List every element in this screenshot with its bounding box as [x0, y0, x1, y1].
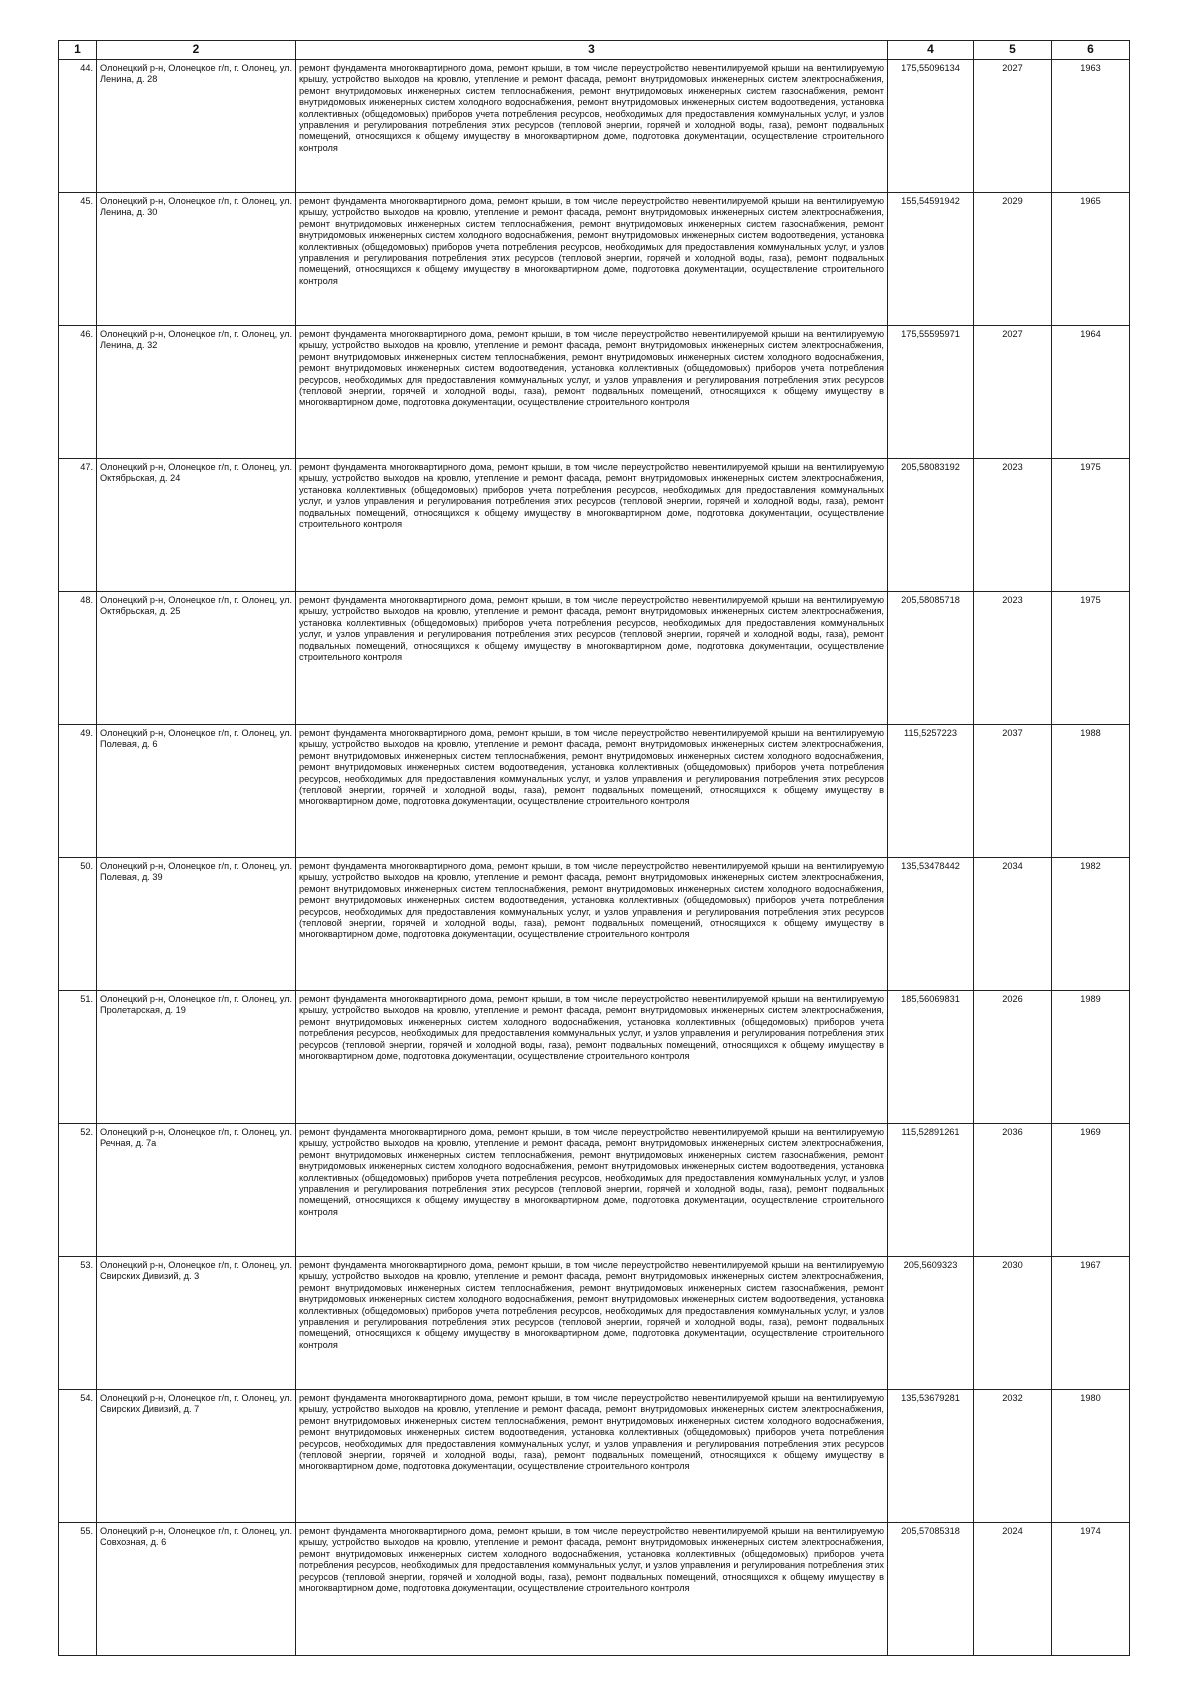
house-address: Олонецкий р-н, Олонецкое г/п, г. Олонец, ул. Полевая, д. 6 [97, 725, 296, 858]
house-address: Олонецкий р-н, Олонецкое г/п, г. Олонец, ул. Октябрьская, д. 24 [97, 459, 296, 592]
repair-works: ремонт фундамента многоквартирного дома, ремонт крыши, в том числе переустройство невентилируемой крыши на вентилируемую крышу, устройство выходов на кровлю, утепление и ремонт фасада, ремонт внутридомовых инженерных систем электроснабжения, ремонт внутридомовых инженерных систем теплоснабжения, ремонт внутридомовых инженерных систем холодного водоснабжения, ремонт внутридомовых инженерных систем водоотведения, установка коллективных (общедомовых) приборов учета потребления ресурсов, необходимых для предоставления коммунальных услуг, и узлов управления и регулирования потребления этих ресурсов (тепловой энергии, горячей и холодной воды, газа), ремонт подвальных помещений, относящихся к общему имуществу в многоквартирном доме, подготовка документации, осуществление строительного контроля [296, 1390, 888, 1523]
repair-cost: 115,5257223 [888, 725, 974, 858]
table-row [59, 1124, 1130, 1257]
row-number: 55. [59, 1523, 97, 1656]
column-header-4: 4 [888, 41, 974, 60]
year-built: 1988 [1052, 725, 1130, 858]
row-number: 48. [59, 592, 97, 725]
table-row [59, 1523, 1130, 1656]
row-number: 54. [59, 1390, 97, 1523]
year-built: 1989 [1052, 991, 1130, 1124]
year-built: 1982 [1052, 858, 1130, 991]
repair-works: ремонт фундамента многоквартирного дома, ремонт крыши, в том числе переустройство невентилируемой крыши на вентилируемую крышу, устройство выходов на кровлю, утепление и ремонт фасада, ремонт внутридомовых инженерных систем электроснабжения, установка коллективных (общедомовых) приборов учета потребления ресурсов, необходимых для предоставления коммунальных услуг, и узлов управления и регулирования потребления этих ресурсов (тепловой энергии, горячей и холодной воды, газа), ремонт подвальных помещений, относящихся к общему имуществу в многоквартирном доме, подготовка документации, осуществление строительного контроля [296, 459, 888, 592]
repair-works: ремонт фундамента многоквартирного дома, ремонт крыши, в том числе переустройство невентилируемой крыши на вентилируемую крышу, устройство выходов на кровлю, утепление и ремонт фасада, ремонт внутридомовых инженерных систем электроснабжения, ремонт внутридомовых инженерных систем теплоснабжения, ремонт внутридомовых инженерных систем холодного водоснабжения, ремонт внутридомовых инженерных систем водоотведения, установка коллективных (общедомовых) приборов учета потребления ресурсов, необходимых для предоставления коммунальных услуг, и узлов управления и регулирования потребления этих ресурсов (тепловой энергии, горячей и холодной воды, газа), ремонт подвальных помещений, относящихся к общему имуществу в многоквартирном доме, подготовка документации, осуществление строительного контроля [296, 858, 888, 991]
house-address: Олонецкий р-н, Олонецкое г/п, г. Олонец, ул. Свирских Дивизий, д. 7 [97, 1390, 296, 1523]
column-header-1: 1 [59, 41, 97, 60]
header-row [59, 41, 1130, 60]
repair-cost: 135,53478442 [888, 858, 974, 991]
table-row [59, 1390, 1130, 1523]
table-row [59, 459, 1130, 592]
row-number: 51. [59, 991, 97, 1124]
planned-year: 2023 [974, 592, 1052, 725]
house-address: Олонецкий р-н, Олонецкое г/п, г. Олонец, ул. Ленина, д. 30 [97, 193, 296, 326]
row-number: 45. [59, 193, 97, 326]
table-row [59, 858, 1130, 991]
planned-year: 2027 [974, 60, 1052, 193]
planned-year: 2023 [974, 459, 1052, 592]
repair-cost: 205,58083192 [888, 459, 974, 592]
repair-works: ремонт фундамента многоквартирного дома, ремонт крыши, в том числе переустройство невентилируемой крыши на вентилируемую крышу, устройство выходов на кровлю, утепление и ремонт фасада, ремонт внутридомовых инженерных систем электроснабжения, ремонт внутридомовых инженерных систем теплоснабжения, ремонт внутридомовых инженерных систем холодного водоснабжения, ремонт внутридомовых инженерных систем водоотведения, установка коллективных (общедомовых) приборов учета потребления ресурсов, необходимых для предоставления коммунальных услуг, и узлов управления и регулирования потребления этих ресурсов (тепловой энергии, горячей и холодной воды, газа), ремонт подвальных помещений, относящихся к общему имуществу в многоквартирном доме, подготовка документации, осуществление строительного контроля [296, 725, 888, 858]
planned-year: 2026 [974, 991, 1052, 1124]
row-number: 53. [59, 1257, 97, 1390]
row-number: 44. [59, 60, 97, 193]
house-address: Олонецкий р-н, Олонецкое г/п, г. Олонец, ул. Ленина, д. 32 [97, 326, 296, 459]
house-address: Олонецкий р-н, Олонецкое г/п, г. Олонец, ул. Пролетарская, д. 19 [97, 991, 296, 1124]
repair-cost: 205,57085318 [888, 1523, 974, 1656]
column-header-2: 2 [97, 41, 296, 60]
repair-cost: 155,54591942 [888, 193, 974, 326]
house-address: Олонецкий р-н, Олонецкое г/п, г. Олонец, ул. Полевая, д. 39 [97, 858, 296, 991]
repair-works: ремонт фундамента многоквартирного дома, ремонт крыши, в том числе переустройство невентилируемой крыши на вентилируемую крышу, устройство выходов на кровлю, утепление и ремонт фасада, ремонт внутридомовых инженерных систем электроснабжения, ремонт внутридомовых инженерных систем теплоснабжения, ремонт внутридомовых инженерных систем газоснабжения, ремонт внутридомовых инженерных систем холодного водоснабжения, ремонт внутридомовых инженерных систем водоотведения, установка коллективных (общедомовых) приборов учета потребления ресурсов, необходимых для предоставления коммунальных услуг, и узлов управления и регулирования потребления этих ресурсов (тепловой энергии, горячей и холодной воды, газа), ремонт подвальных помещений, относящихся к общему имуществу в многоквартирном доме, подготовка документации, осуществление строительного контроля [296, 1257, 888, 1390]
planned-year: 2029 [974, 193, 1052, 326]
year-built: 1965 [1052, 193, 1130, 326]
repair-program-table [58, 40, 1130, 1656]
house-address: Олонецкий р-н, Олонецкое г/п, г. Олонец, ул. Ленина, д. 28 [97, 60, 296, 193]
repair-works: ремонт фундамента многоквартирного дома, ремонт крыши, в том числе переустройство невентилируемой крыши на вентилируемую крышу, устройство выходов на кровлю, утепление и ремонт фасада, ремонт внутридомовых инженерных систем электроснабжения, установка коллективных (общедомовых) приборов учета потребления ресурсов, необходимых для предоставления коммунальных услуг, и узлов управления и регулирования потребления этих ресурсов (тепловой энергии, горячей и холодной воды, газа), ремонт подвальных помещений, относящихся к общему имуществу в многоквартирном доме, подготовка документации, осуществление строительного контроля [296, 592, 888, 725]
house-address: Олонецкий р-н, Олонецкое г/п, г. Олонец, ул. Речная, д. 7а [97, 1124, 296, 1257]
year-built: 1969 [1052, 1124, 1130, 1257]
house-address: Олонецкий р-н, Олонецкое г/п, г. Олонец, ул. Совхозная, д. 6 [97, 1523, 296, 1656]
repair-cost: 175,55595971 [888, 326, 974, 459]
year-built: 1974 [1052, 1523, 1130, 1656]
table-row [59, 60, 1130, 193]
repair-works: ремонт фундамента многоквартирного дома, ремонт крыши, в том числе переустройство невентилируемой крыши на вентилируемую крышу, устройство выходов на кровлю, утепление и ремонт фасада, ремонт внутридомовых инженерных систем электроснабжения, ремонт внутридомовых инженерных систем теплоснабжения, ремонт внутридомовых инженерных систем газоснабжения, ремонт внутридомовых инженерных систем холодного водоснабжения, ремонт внутридомовых инженерных систем водоотведения, установка коллективных (общедомовых) приборов учета потребления ресурсов, необходимых для предоставления коммунальных услуг, и узлов управления и регулирования потребления этих ресурсов (тепловой энергии, горячей и холодной воды, газа), ремонт подвальных помещений, относящихся к общему имуществу в многоквартирном доме, подготовка документации, осуществление строительного контроля [296, 193, 888, 326]
year-built: 1964 [1052, 326, 1130, 459]
repair-works: ремонт фундамента многоквартирного дома, ремонт крыши, в том числе переустройство невентилируемой крыши на вентилируемую крышу, устройство выходов на кровлю, утепление и ремонт фасада, ремонт внутридомовых инженерных систем электроснабжения, ремонт внутридомовых инженерных систем холодного водоснабжения, установка коллективных (общедомовых) приборов учета потребления ресурсов, необходимых для предоставления коммунальных услуг, и узлов управления и регулирования потребления этих ресурсов (тепловой энергии, горячей и холодной воды, газа), ремонт подвальных помещений, относящихся к общему имуществу в многоквартирном доме, подготовка документации, осуществление строительного контроля [296, 991, 888, 1124]
column-header-5: 5 [974, 41, 1052, 60]
table-row [59, 725, 1130, 858]
repair-cost: 175,55096134 [888, 60, 974, 193]
year-built: 1975 [1052, 459, 1130, 592]
planned-year: 2030 [974, 1257, 1052, 1390]
table-row [59, 193, 1130, 326]
table-row [59, 592, 1130, 725]
house-address: Олонецкий р-н, Олонецкое г/п, г. Олонец, ул. Октябрьская, д. 25 [97, 592, 296, 725]
repair-cost: 185,56069831 [888, 991, 974, 1124]
table-row [59, 991, 1130, 1124]
year-built: 1967 [1052, 1257, 1130, 1390]
repair-cost: 115,52891261 [888, 1124, 974, 1257]
row-number: 46. [59, 326, 97, 459]
row-number: 50. [59, 858, 97, 991]
repair-works: ремонт фундамента многоквартирного дома, ремонт крыши, в том числе переустройство невентилируемой крыши на вентилируемую крышу, устройство выходов на кровлю, утепление и ремонт фасада, ремонт внутридомовых инженерных систем электроснабжения, ремонт внутридомовых инженерных систем холодного водоснабжения, установка коллективных (общедомовых) приборов учета потребления ресурсов, необходимых для предоставления коммунальных услуг, и узлов управления и регулирования потребления этих ресурсов (тепловой энергии, горячей и холодной воды, газа), ремонт подвальных помещений, относящихся к общему имуществу в многоквартирном доме, подготовка документации, осуществление строительного контроля [296, 1523, 888, 1656]
repair-cost: 205,5609323 [888, 1257, 974, 1390]
planned-year: 2034 [974, 858, 1052, 991]
table-row [59, 1257, 1130, 1390]
table-row [59, 326, 1130, 459]
row-number: 52. [59, 1124, 97, 1257]
house-address: Олонецкий р-н, Олонецкое г/п, г. Олонец, ул. Свирских Дивизий, д. 3 [97, 1257, 296, 1390]
column-header-3: 3 [296, 41, 888, 60]
repair-works: ремонт фундамента многоквартирного дома, ремонт крыши, в том числе переустройство невентилируемой крыши на вентилируемую крышу, устройство выходов на кровлю, утепление и ремонт фасада, ремонт внутридомовых инженерных систем электроснабжения, ремонт внутридомовых инженерных систем теплоснабжения, ремонт внутридомовых инженерных систем газоснабжения, ремонт внутридомовых инженерных систем холодного водоснабжения, ремонт внутридомовых инженерных систем водоотведения, установка коллективных (общедомовых) приборов учета потребления ресурсов, необходимых для предоставления коммунальных услуг, и узлов управления и регулирования потребления этих ресурсов (тепловой энергии, горячей и холодной воды, газа), ремонт подвальных помещений, относящихся к общему имуществу в многоквартирном доме, подготовка документации, осуществление строительного контроля [296, 60, 888, 193]
planned-year: 2024 [974, 1523, 1052, 1656]
planned-year: 2036 [974, 1124, 1052, 1257]
repair-works: ремонт фундамента многоквартирного дома, ремонт крыши, в том числе переустройство невентилируемой крыши на вентилируемую крышу, устройство выходов на кровлю, утепление и ремонт фасада, ремонт внутридомовых инженерных систем электроснабжения, ремонт внутридомовых инженерных систем теплоснабжения, ремонт внутридомовых инженерных систем холодного водоснабжения, ремонт внутридомовых инженерных систем водоотведения, установка коллективных (общедомовых) приборов учета потребления ресурсов, необходимых для предоставления коммунальных услуг, и узлов управления и регулирования потребления этих ресурсов (тепловой энергии, горячей и холодной воды, газа), ремонт подвальных помещений, относящихся к общему имуществу в многоквартирном доме, подготовка документации, осуществление строительного контроля [296, 326, 888, 459]
repair-cost: 205,58085718 [888, 592, 974, 725]
planned-year: 2027 [974, 326, 1052, 459]
column-header-6: 6 [1052, 41, 1130, 60]
repair-works: ремонт фундамента многоквартирного дома, ремонт крыши, в том числе переустройство невентилируемой крыши на вентилируемую крышу, устройство выходов на кровлю, утепление и ремонт фасада, ремонт внутридомовых инженерных систем электроснабжения, ремонт внутридомовых инженерных систем теплоснабжения, ремонт внутридомовых инженерных систем газоснабжения, ремонт внутридомовых инженерных систем холодного водоснабжения, ремонт внутридомовых инженерных систем водоотведения, установка коллективных (общедомовых) приборов учета потребления ресурсов, необходимых для предоставления коммунальных услуг, и узлов управления и регулирования потребления этих ресурсов (тепловой энергии, горячей и холодной воды, газа), ремонт подвальных помещений, относящихся к общему имуществу в многоквартирном доме, подготовка документации, осуществление строительного контроля [296, 1124, 888, 1257]
year-built: 1975 [1052, 592, 1130, 725]
repair-cost: 135,53679281 [888, 1390, 974, 1523]
planned-year: 2032 [974, 1390, 1052, 1523]
row-number: 49. [59, 725, 97, 858]
planned-year: 2037 [974, 725, 1052, 858]
row-number: 47. [59, 459, 97, 592]
year-built: 1980 [1052, 1390, 1130, 1523]
year-built: 1963 [1052, 60, 1130, 193]
